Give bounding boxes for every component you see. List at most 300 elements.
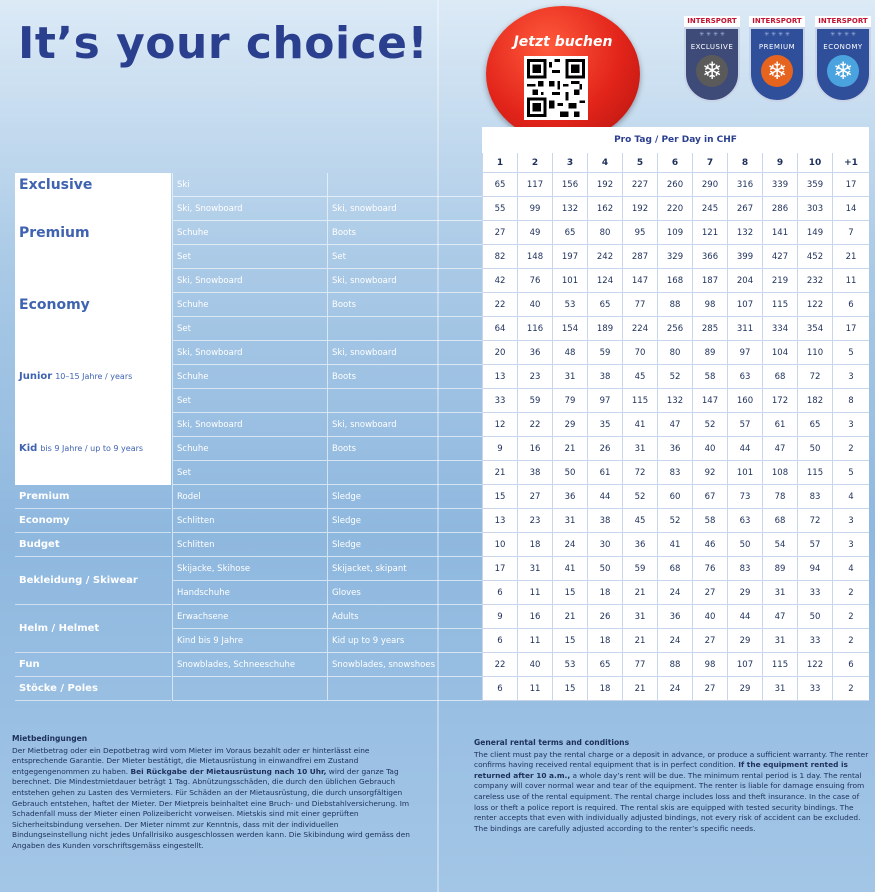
price-cell: 18 [587,677,622,701]
price-cell: 29 [727,629,762,653]
price-cell: 187 [692,269,727,293]
price-cell: 89 [762,557,797,581]
category-label: Helm / Helmet [19,623,100,634]
price-cell: 122 [797,653,832,677]
price-cell: 12 [482,413,517,437]
badge-name-label: EXCLUSIVE [690,43,734,51]
price-cell: 41 [552,557,587,581]
qr-code-icon[interactable] [524,56,588,120]
price-cell: 94 [797,557,832,581]
price-cell: 147 [692,389,727,413]
price-cell: 42 [482,269,517,293]
price-cell: 149 [797,221,832,245]
price-cell: 189 [587,317,622,341]
category-label: Budget [19,539,60,550]
price-cell: 24 [657,581,692,605]
price-cell: 59 [622,557,657,581]
category-label: Economy [19,515,70,526]
price-cell: 168 [657,269,692,293]
price-cell: 311 [727,317,762,341]
price-cell: 242 [587,245,622,269]
price-cell: 115 [622,389,657,413]
price-cell: 72 [797,509,832,533]
price-cell: 29 [552,413,587,437]
price-cell: 18 [587,629,622,653]
price-cell: 24 [657,677,692,701]
price-cell: 31 [552,365,587,389]
price-cell: 107 [727,293,762,317]
price-cell: 2 [832,581,869,605]
item-label-english [327,389,482,413]
price-cell: 41 [622,413,657,437]
item-label-german: Set [172,317,327,341]
category-cell [15,197,171,269]
price-cell: 99 [517,197,552,221]
item-label-english: Boots [327,437,482,461]
price-cell: 61 [587,461,622,485]
terms-english-heading: General rental terms and conditions [474,738,630,747]
item-label-german: Set [172,461,327,485]
price-cell: 65 [482,173,517,197]
stars-icon: ✳ ✳ ✳ ✳ [699,31,725,38]
price-cell: 16 [517,605,552,629]
item-label-german: Schuhe [172,437,327,461]
price-cell: 33 [797,629,832,653]
price-cell: 29 [727,581,762,605]
price-cell: 245 [692,197,727,221]
item-label-english: Set [327,245,482,269]
item-label-german: Erwachsene [172,605,327,629]
price-cell: 40 [517,653,552,677]
day-header-cell: 3 [552,153,587,173]
price-cell: 115 [797,461,832,485]
price-cell: 104 [762,341,797,365]
price-cell: 124 [587,269,622,293]
price-cell: 65 [797,413,832,437]
price-cell: 46 [692,533,727,557]
price-cell: 197 [552,245,587,269]
item-label-english [327,461,482,485]
day-header-cell: 6 [657,153,692,173]
item-label-english: Boots [327,293,482,317]
price-cell: 31 [762,581,797,605]
price-cell: 48 [552,341,587,365]
price-cell: 6 [482,677,517,701]
price-cell: 36 [657,605,692,629]
price-cell: 3 [832,509,869,533]
price-cell: 64 [482,317,517,341]
badge-brand-label: INTERSPORT [815,16,871,27]
price-cell: 2 [832,629,869,653]
price-cell: 5 [832,341,869,365]
price-cell: 109 [657,221,692,245]
price-cell: 260 [657,173,692,197]
price-cell: 83 [657,461,692,485]
stars-icon: ✳ ✳ ✳ ✳ [764,31,790,38]
price-cell: 80 [587,221,622,245]
badge-brand-label: INTERSPORT [684,16,740,27]
price-cell: 22 [517,413,552,437]
price-cell: 132 [552,197,587,221]
price-cell: 147 [622,269,657,293]
price-cell: 122 [797,293,832,317]
price-cell: 11 [517,677,552,701]
price-cell: 108 [762,461,797,485]
book-now-label: Jetzt buchen [513,34,613,50]
price-cell: 5 [832,461,869,485]
price-cell: 9 [482,437,517,461]
page-title: It’s your choice! [18,18,429,69]
category-label: Fun [19,659,40,670]
price-cell: 57 [797,533,832,557]
price-cell: 21 [552,437,587,461]
price-cell: 38 [587,365,622,389]
price-cell: 22 [482,653,517,677]
price-cell: 132 [727,221,762,245]
price-cell: 4 [832,485,869,509]
item-label-german: Snowblades, Schneeschuhe [172,653,327,677]
price-cell: 21 [622,581,657,605]
price-cell: 54 [762,533,797,557]
price-cell: 98 [692,653,727,677]
price-cell: 59 [587,341,622,365]
price-cell: 232 [797,269,832,293]
day-header-cell: 9 [762,153,797,173]
price-cell: 58 [692,509,727,533]
price-cell: 13 [482,509,517,533]
price-cell: 65 [587,293,622,317]
day-header-row [482,153,869,173]
price-cell: 21 [622,677,657,701]
price-cell: 359 [797,173,832,197]
item-label-german: Ski, Snowboard [172,197,327,221]
price-cell: 38 [517,461,552,485]
price-cell: 30 [587,533,622,557]
price-cell: 10 [482,533,517,557]
price-cell: 31 [622,437,657,461]
price-cell: 23 [517,365,552,389]
terms-english-text-1: The client must pay the rental charge or a deposit in advance, or produce a sufficient warranty. The renter confirms having received rental equipment that is in perfect condition. [474,749,869,770]
price-cell: 20 [482,341,517,365]
price-cell: 36 [552,485,587,509]
price-cell: 41 [657,533,692,557]
price-cell: 50 [552,461,587,485]
price-cell: 52 [692,413,727,437]
category-label: Bekleidung / Skiwear [19,575,138,586]
price-cell: 110 [797,341,832,365]
price-cell: 29 [727,677,762,701]
price-cell: 63 [727,509,762,533]
price-cell: 115 [762,293,797,317]
item-label-english: Gloves [327,581,482,605]
price-cell: 117 [517,173,552,197]
item-label-english: Adults [327,605,482,629]
category-label: Kid [19,443,38,454]
category-cell [15,677,171,701]
price-cell: 4 [832,557,869,581]
price-cell: 59 [517,389,552,413]
price-cell: 52 [657,365,692,389]
category-label: Exclusive [19,176,93,193]
category-cell [15,485,171,509]
price-cell: 267 [727,197,762,221]
day-header-cell: 1 [482,153,517,173]
item-label-german: Schuhe [172,221,327,245]
price-cell: 192 [587,173,622,197]
price-cell: 2 [832,437,869,461]
item-label-german: Kind bis 9 Jahre [172,629,327,653]
price-cell: 17 [482,557,517,581]
price-cell: 88 [657,293,692,317]
category-cell [15,413,171,485]
price-cell: 7 [832,221,869,245]
item-label-english: Sledge [327,485,482,509]
price-cell: 68 [657,557,692,581]
price-cell: 31 [762,629,797,653]
price-cell: 172 [762,389,797,413]
price-cell: 354 [797,317,832,341]
price-cell: 3 [832,365,869,389]
price-cell: 21 [552,605,587,629]
price-cell: 35 [587,413,622,437]
price-cell: 141 [762,221,797,245]
price-cell: 227 [622,173,657,197]
item-label-english: Kid up to 9 years [327,629,482,653]
price-cell: 9 [482,605,517,629]
price-cell: 49 [517,221,552,245]
price-cell: 8 [832,389,869,413]
price-cell: 50 [797,605,832,629]
price-cell: 18 [587,581,622,605]
price-cell: 97 [727,341,762,365]
price-cell: 27 [692,581,727,605]
price-cell: 57 [727,413,762,437]
price-cell: 107 [727,653,762,677]
day-header-cell: 10 [797,153,832,173]
terms-english [474,738,870,834]
price-cell: 53 [552,653,587,677]
price-cell: 68 [762,365,797,389]
price-cell: 11 [517,629,552,653]
snowflake-icon: ❄ [761,55,793,87]
price-cell: 154 [552,317,587,341]
day-header-cell: 2 [517,153,552,173]
day-header-cell: 8 [727,153,762,173]
price-cell: 31 [552,509,587,533]
shield-icon [815,27,871,102]
price-cell: 6 [482,629,517,653]
item-label-english [327,173,482,197]
price-cell: 44 [727,605,762,629]
price-cell: 83 [797,485,832,509]
category-label: Junior [19,371,53,382]
price-cell: 21 [622,629,657,653]
price-cell: 132 [657,389,692,413]
price-cell: 31 [622,605,657,629]
price-cell: 399 [727,245,762,269]
category-cell [15,653,171,677]
price-cell: 52 [657,509,692,533]
price-cell: 16 [517,437,552,461]
price-cell: 97 [587,389,622,413]
category-sublabel: bis 9 Jahre / up to 9 years [40,444,144,453]
price-cell: 65 [552,221,587,245]
item-label-english [327,317,482,341]
price-cell: 83 [727,557,762,581]
price-cell: 285 [692,317,727,341]
item-label-german: Ski, Snowboard [172,269,327,293]
price-cell: 366 [692,245,727,269]
price-cell: 224 [622,317,657,341]
badge-name-label: ECONOMY [823,43,863,51]
price-cell: 15 [552,581,587,605]
price-cell: 17 [832,317,869,341]
price-cell: 339 [762,173,797,197]
day-header-cell: 5 [622,153,657,173]
price-cell: 40 [692,605,727,629]
price-cell: 52 [622,485,657,509]
price-cell: 162 [587,197,622,221]
price-cell: 15 [552,677,587,701]
day-header-cell: 7 [692,153,727,173]
price-cell: 68 [762,509,797,533]
category-cell [15,605,171,653]
price-cell: 53 [552,293,587,317]
price-cell: 72 [797,365,832,389]
price-cell: 82 [482,245,517,269]
item-label-german: Ski, Snowboard [172,341,327,365]
price-cell: 15 [552,629,587,653]
price-cell: 73 [727,485,762,509]
item-label-english: Sledge [327,509,482,533]
item-label-english: Sledge [327,533,482,557]
price-cell: 63 [727,365,762,389]
item-label-english [327,677,482,701]
price-cell: 22 [482,293,517,317]
category-sublabel: 10–15 Jahre / years [55,372,133,381]
item-label-german: Handschuhe [172,581,327,605]
price-cell: 44 [587,485,622,509]
price-cell: 24 [657,629,692,653]
price-cell: 286 [762,197,797,221]
price-cell: 160 [727,389,762,413]
price-cell: 79 [552,389,587,413]
price-cell: 45 [622,509,657,533]
price-cell: 27 [517,485,552,509]
day-header-cell: +1 [832,153,869,173]
item-label-german: Rodel [172,485,327,509]
item-label-english: Ski, snowboard [327,269,482,293]
price-grid-header: Pro Tag / Per Day in CHF [482,127,869,153]
price-cell: 6 [832,293,869,317]
terms-german-bold: Bei Rückgabe der Mietausrüstung nach 10 Uhr, [130,766,327,776]
badge-economy [815,16,871,102]
price-cell: 290 [692,173,727,197]
price-cell: 101 [552,269,587,293]
price-cell: 76 [692,557,727,581]
terms-german [12,734,412,852]
price-cell: 427 [762,245,797,269]
day-header-cell: 4 [587,153,622,173]
price-cell: 65 [587,653,622,677]
category-cell [15,509,171,533]
price-cell: 182 [797,389,832,413]
price-cell: 256 [657,317,692,341]
price-cell: 76 [517,269,552,293]
price-cell: 192 [622,197,657,221]
item-label-german: Schlitten [172,509,327,533]
price-cell: 287 [622,245,657,269]
snowflake-icon: ❄ [827,55,859,87]
price-cell: 89 [692,341,727,365]
item-label-german: Ski, Snowboard [172,413,327,437]
badge-premium [749,16,805,102]
price-cell: 95 [622,221,657,245]
price-cell: 23 [517,509,552,533]
stars-icon: ✳ ✳ ✳ ✳ [830,31,856,38]
price-cell: 36 [517,341,552,365]
price-cell: 40 [692,437,727,461]
item-label-english: Boots [327,365,482,389]
item-label-german [172,677,327,701]
price-cell: 334 [762,317,797,341]
price-cell: 116 [517,317,552,341]
price-cell: 47 [762,437,797,461]
badge-name-label: PREMIUM [758,43,796,51]
price-cell: 72 [622,461,657,485]
badge-brand-label: INTERSPORT [749,16,805,27]
price-cell: 316 [727,173,762,197]
category-label: Stöcke / Poles [19,683,98,694]
price-cell: 101 [727,461,762,485]
snowflake-icon: ❄ [696,55,728,87]
price-cell: 77 [622,293,657,317]
price-cell: 60 [657,485,692,509]
price-cell: 21 [832,245,869,269]
price-cell: 88 [657,653,692,677]
badge-exclusive [684,16,740,102]
price-cell: 50 [587,557,622,581]
price-cell: 13 [482,365,517,389]
price-cell: 47 [657,413,692,437]
price-cell: 40 [517,293,552,317]
item-label-german: Schuhe [172,293,327,317]
price-cell: 36 [622,533,657,557]
book-now-button[interactable] [486,6,640,142]
price-cell: 15 [482,485,517,509]
shield-icon [749,27,805,102]
item-label-german: Schlitten [172,533,327,557]
price-cell: 329 [657,245,692,269]
category-label: Premium [19,224,90,241]
item-label-english: Ski, snowboard [327,341,482,365]
category-cell [15,269,171,341]
price-cell: 220 [657,197,692,221]
category-cell [15,173,171,197]
terms-german-text-2: wird der ganze Tag berechnet. Die Mindestmietdauer beträgt 1 Tag. Abnützungsschäden, die durch den üblichen Gebrauch entstehen gehen zu Lasten des Vermieters. Für Schäden an der Mietausrüstung, die durch unsorgfältigen Gebrauch entstehen, haftet der Mieter. Der Mietpreis beinhaltet eine Bruch- und Diebstahlversicherung. Im Schadenfall muss der Mieter einen Polizeibericht vorweisen. Mietskis sind mit einer geprüften Sicherheitsbindung versehen. Der Mieter nimmt zur Kenntnis, dass mit der individuellen Bindungseinstellung nicht jedes Unfallrisiko ausgeschlossen werden kann. Die Skibindung wird gemäss den Angaben des Kunden vorschriftsgemäss eingestellt. [12,766,410,850]
item-label-english: Boots [327,221,482,245]
category-cell [15,341,171,413]
item-label-english: Snowblades, snowshoes [327,653,482,677]
shield-icon [684,27,740,102]
price-cell: 27 [692,677,727,701]
price-cell: 70 [622,341,657,365]
price-cell: 452 [797,245,832,269]
price-cell: 2 [832,605,869,629]
price-cell: 219 [762,269,797,293]
item-label-german: Skijacke, Skihose [172,557,327,581]
price-cell: 3 [832,533,869,557]
